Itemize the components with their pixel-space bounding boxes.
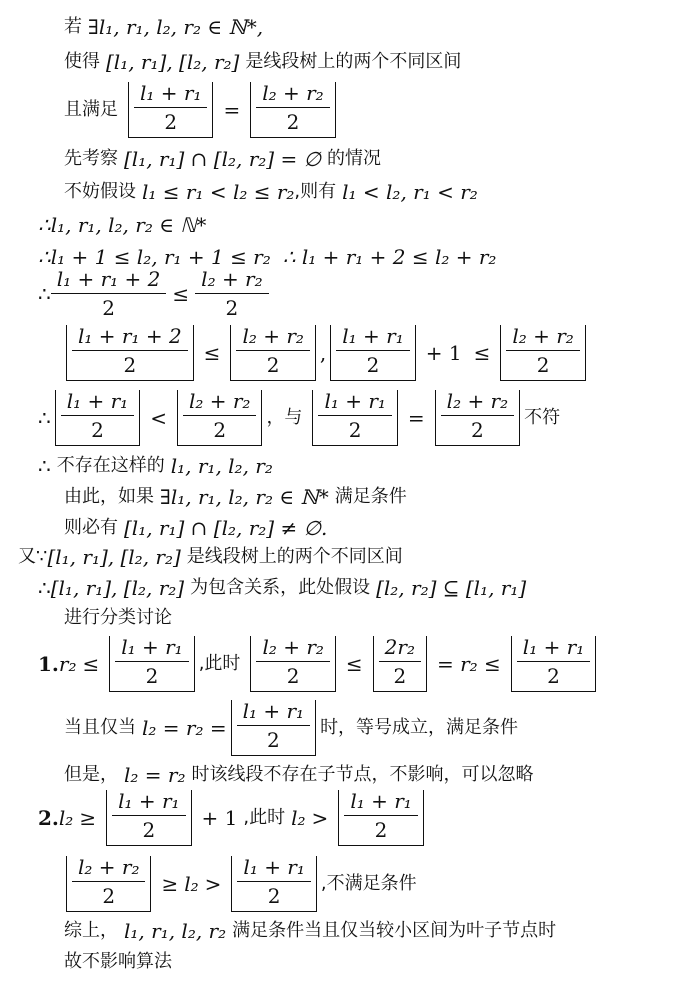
numerator: l₁ + r₁ [342, 324, 404, 348]
text: 时该线段不存在子节点，不影响，可以忽略 [191, 764, 534, 786]
line-22 [64, 920, 556, 942]
denominator: 2 [506, 350, 579, 376]
operator: ≤ [345, 652, 363, 676]
text: 且满足 [64, 99, 118, 121]
line-19 [64, 764, 533, 786]
denominator: 2 [195, 293, 268, 319]
numerator: l₁ + r₁ + 2 [78, 324, 182, 348]
numerator: l₂ + r₂ [188, 389, 251, 413]
floor-expr [511, 636, 596, 692]
floor-expr [128, 82, 213, 138]
math: ∃l₁, r₁, l₂, r₂ ∈ ℕ*, [88, 15, 264, 39]
text: 但是， [64, 764, 118, 786]
denominator: 2 [256, 661, 329, 687]
operator: ≤ [203, 341, 221, 365]
operator: > [311, 806, 329, 830]
math: ∴l₁ + 1 ≤ l₂, r₁ + 1 ≤ r₂ [38, 245, 271, 269]
denominator: 2 [517, 661, 590, 687]
math: l₁ < l₂, r₁ < r₂ [342, 180, 478, 204]
plus-one: + 1 [201, 806, 238, 830]
line-10 [38, 390, 560, 446]
operator: ≤ [172, 281, 190, 306]
comma: , [319, 341, 327, 365]
line-3 [64, 82, 340, 138]
operator: ≥ [161, 872, 179, 896]
text: 不符 [524, 407, 561, 429]
line-2 [64, 51, 461, 73]
therefore: ∴ [38, 406, 51, 430]
denominator: 2 [72, 881, 145, 907]
math: r₂ [58, 652, 77, 676]
numerator: l₁ + r₁ [66, 389, 129, 413]
denominator: 2 [61, 415, 134, 441]
text: 则必有 [64, 517, 118, 539]
numerator: 2r₂ [384, 635, 415, 659]
floor-expr [231, 856, 316, 912]
line-6 [38, 214, 206, 236]
line-20 [38, 790, 428, 846]
line-16 [64, 608, 172, 628]
text: 若 [64, 16, 82, 38]
floor-expr [330, 325, 415, 381]
floor-expr [231, 700, 316, 756]
text: ,此时 [198, 653, 241, 675]
math: [l₂, r₂] ⊆ [l₁, r₁] [376, 576, 527, 600]
math: [l₁, r₁], [l₂, r₂] [106, 50, 240, 74]
line-4 [64, 148, 381, 170]
math: [l₁, r₁] ∩ [l₂, r₂] ≠ ∅. [124, 516, 328, 540]
text: 的情况 [327, 148, 381, 170]
math: ∃l₁, r₁, l₂, r₂ ∈ ℕ* [160, 485, 329, 509]
text: 为包含关系，此处假设 [190, 577, 371, 599]
math: ∴ l₁ + r₁ + 2 ≤ l₂ + r₂ [282, 245, 497, 269]
operator: = [407, 406, 425, 430]
denominator: 2 [112, 815, 185, 841]
math: l₂ [291, 806, 306, 830]
floor-expr [55, 390, 140, 446]
therefore: ∴ [38, 576, 51, 600]
math: l₂ = r₂ = [142, 716, 227, 740]
numerator: l₂ + r₂ [242, 324, 304, 348]
line-8 [38, 268, 269, 319]
floor-expr [373, 636, 427, 692]
floor-expr [106, 790, 191, 846]
operator: ≤ [473, 341, 491, 365]
denominator: 2 [441, 415, 514, 441]
math: l₁, r₁, l₂, r₂ [170, 454, 273, 478]
case-number: 2. [38, 806, 59, 830]
math: l₂ [58, 806, 74, 830]
line-14 [18, 546, 403, 568]
text: ,此时 [243, 807, 286, 829]
numerator: l₁ + r₁ [522, 635, 585, 659]
floor-expr [66, 325, 194, 381]
text: 故不影响算法 [64, 951, 172, 972]
fraction [198, 268, 265, 319]
floor-expr [177, 390, 262, 446]
numerator: l₁ + r₁ [324, 389, 386, 413]
line-21 [62, 856, 417, 912]
line-7 [38, 246, 496, 268]
text: 不妨假设 [64, 181, 136, 203]
numerator: l₂ + r₂ [201, 267, 263, 291]
text: 不存在这样的 [56, 455, 165, 477]
numerator: l₁ + r₁ [242, 699, 305, 723]
denominator: 2 [51, 293, 167, 319]
line-1 [64, 16, 263, 38]
math: l₂ [184, 872, 199, 896]
floor-expr [250, 636, 335, 692]
text: 又∵ [18, 546, 48, 568]
floor-expr [338, 790, 423, 846]
denominator: 2 [183, 415, 256, 441]
text: 是线段树上的两个不同区间 [186, 546, 403, 568]
denominator: 2 [72, 350, 188, 376]
text: ,则有 [294, 181, 337, 203]
numerator: l₁ + r₁ [350, 789, 412, 813]
text: 进行分类讨论 [64, 607, 172, 628]
math: l₁ ≤ r₁ < l₂ ≤ r₂ [142, 180, 295, 204]
floor-expr [312, 390, 397, 446]
floor-expr [435, 390, 520, 446]
math: [l₁, r₁] ∩ [l₂, r₂] = ∅ [124, 147, 321, 171]
fraction [54, 268, 164, 319]
operator: < [150, 406, 167, 430]
line-18 [64, 700, 518, 756]
denominator: 2 [318, 415, 391, 441]
text: 由此，如果 [64, 486, 154, 508]
floor-expr [66, 856, 151, 912]
floor-expr [109, 636, 194, 692]
line-12 [64, 486, 407, 508]
line-17 [38, 636, 600, 692]
numerator: l₁ + r₁ [121, 635, 183, 659]
numerator: l₂ + r₂ [78, 855, 140, 879]
text: 当且仅当 [64, 717, 136, 739]
line-23 [64, 952, 172, 972]
denominator: 2 [115, 661, 188, 687]
text: 是线段树上的两个不同区间 [245, 51, 462, 73]
therefore: ∴ [38, 454, 51, 478]
math: ∴l₁, r₁, l₂, r₂ ∈ ℕ* [38, 213, 207, 237]
line-9 [62, 325, 590, 381]
denominator: 2 [237, 881, 310, 907]
plus-one: + 1 [425, 341, 462, 365]
floor-expr [500, 325, 585, 381]
case-number: 1. [38, 652, 59, 676]
denominator: 2 [336, 350, 409, 376]
floor-expr [230, 325, 315, 381]
operator: ≤ [82, 652, 100, 676]
line-11 [38, 455, 273, 477]
numerator: l₂ + r₂ [262, 81, 324, 105]
text: 满足条件当且仅当较小区间为叶子节点时 [232, 920, 557, 942]
math: l₂ = r₂ [124, 763, 186, 787]
text: ，与 [266, 407, 303, 429]
operator: ≥ [79, 806, 97, 830]
text: 满足条件 [334, 486, 407, 508]
denominator: 2 [134, 107, 207, 133]
numerator: l₂ + r₂ [262, 635, 324, 659]
operator: > [204, 872, 222, 896]
floor-expr [250, 82, 335, 138]
math: = r₂ ≤ [436, 652, 501, 676]
text: 使得 [64, 51, 100, 73]
denominator: 2 [256, 107, 329, 133]
denominator: 2 [344, 815, 417, 841]
numerator: l₂ + r₂ [446, 389, 509, 413]
operator: = [223, 98, 241, 122]
denominator: 2 [379, 661, 421, 687]
denominator: 2 [236, 350, 309, 376]
math: l₁, r₁, l₂, r₂ [124, 919, 227, 943]
numerator: l₂ + r₂ [512, 324, 574, 348]
denominator: 2 [237, 725, 310, 751]
text: 综上， [64, 920, 118, 942]
numerator: l₁ + r₁ [243, 855, 305, 879]
line-13 [64, 517, 327, 539]
numerator: l₁ + r₁ [118, 789, 180, 813]
text: ,不满足条件 [320, 873, 417, 895]
math: [l₁, r₁], [l₂, r₂] [50, 576, 185, 600]
text: 先考察 [64, 148, 118, 170]
line-5 [64, 181, 478, 203]
numerator: l₁ + r₁ + 2 [56, 267, 161, 291]
text: 时，等号成立，满足条件 [320, 717, 519, 739]
numerator: l₁ + r₁ [140, 81, 202, 105]
line-15 [38, 577, 526, 599]
therefore: ∴ [38, 281, 51, 306]
math: [l₁, r₁], [l₂, r₂] [47, 545, 181, 569]
